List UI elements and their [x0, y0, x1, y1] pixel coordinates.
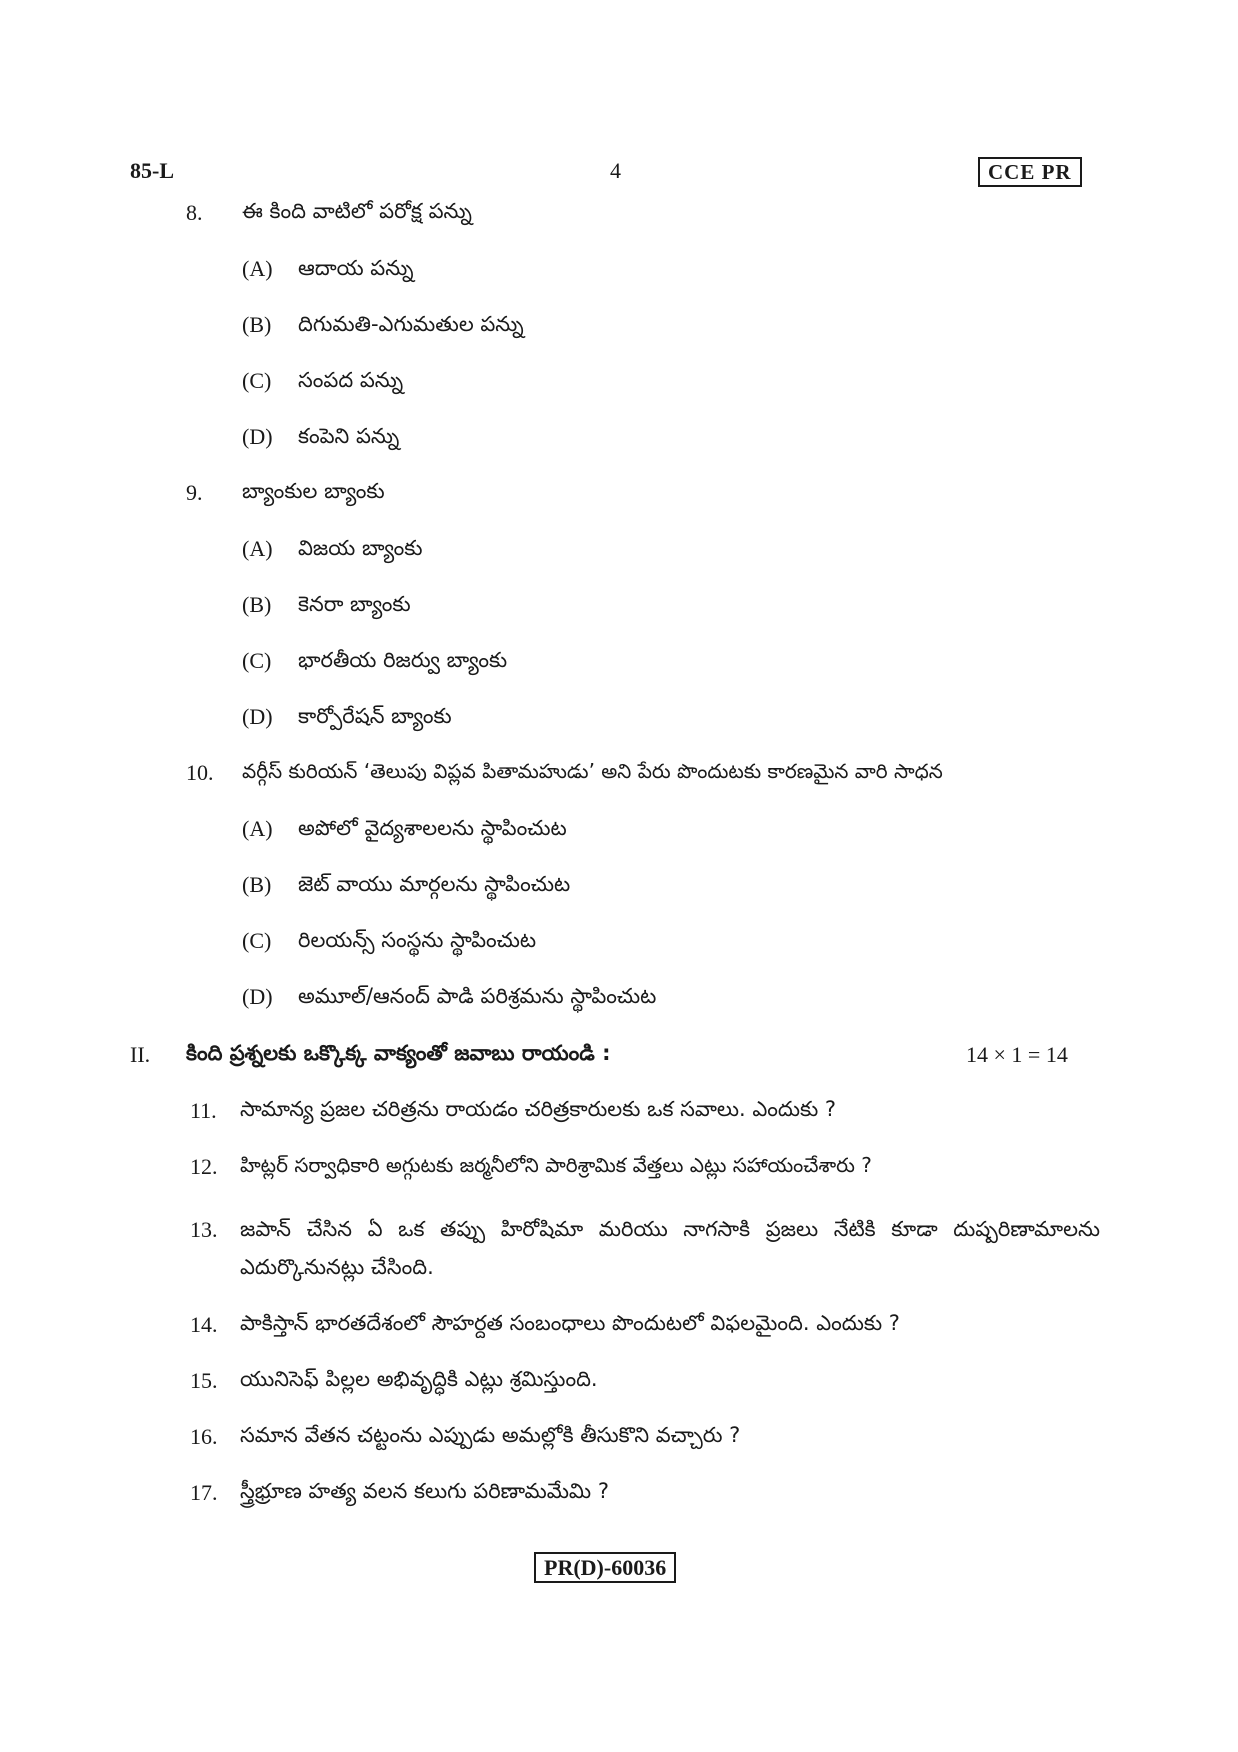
question-text: ఈ కింది వాటిలో పరోక్ష పన్ను: [242, 199, 472, 223]
option-label: (A): [242, 816, 273, 841]
option-text: కెనరా బ్యాంకు: [298, 592, 411, 616]
option-label: (B): [242, 312, 272, 337]
question-number: 17.: [190, 1480, 218, 1505]
question-number: 8.: [186, 200, 203, 225]
option-label: (C): [242, 928, 272, 953]
option-label: (D): [242, 424, 273, 449]
option-label: (C): [242, 368, 272, 393]
option-text: భారతీయ రిజర్వు బ్యాంకు: [298, 648, 508, 672]
paper-code: 85-L: [130, 158, 174, 183]
option-text: విజయ బ్యాంకు: [298, 536, 423, 560]
option-text: ఆదాయ పన్ను: [298, 256, 414, 280]
option-text: రిలయన్స్ సంస్థను స్థాపించుట: [298, 928, 537, 952]
question-number: 9.: [186, 480, 203, 505]
option-label: (C): [242, 648, 272, 673]
question-number: 11.: [190, 1098, 217, 1123]
question-text: జపాన్ చేసిన ఏ ఒక తప్పు హిరోషిమా మరియు నాగసాకి ప్రజలు నేటికి కూడా దుష్పరిణామాలను ఎదుర్కొనునట్లు చేసింది.: [240, 1217, 1100, 1279]
question-number: 16.: [190, 1424, 218, 1449]
footer-code: PR(D)-60036: [534, 1552, 676, 1583]
page-number: 4: [610, 158, 621, 183]
option-label: (A): [242, 256, 273, 281]
option-label: (A): [242, 536, 273, 561]
question-text: యునిసెఫ్ పిల్లల అభివృద్ధికి ఎట్లు శ్రమిస్తుంది.: [240, 1367, 598, 1391]
option-text: కంపెని పన్ను: [298, 424, 400, 448]
question-text: వర్గీస్ కురియన్ ‘తెలుపు విప్లవ పితామహుడు’ అని పేరు పొందుటకు కారణమైన వారి సాధన: [242, 759, 943, 783]
question-text: పాకిస్తాన్ భారతదేశంలో సౌహర్దత సంబంధాలు పొందుటలో విఫలమైంది. ఎందుకు ?: [240, 1311, 900, 1335]
option-label: (B): [242, 872, 272, 897]
question-text: హిట్లర్ సర్వాధికారి అగ్గుటకు జర్మనీలోని పారిశ్రామిక వేత్తలు ఎట్లు సహాయంచేశారు ?: [240, 1153, 872, 1177]
cce-pr-badge: CCE PR: [978, 157, 1082, 187]
section-heading: కింది ప్రశ్నలకు ఒక్కొక్క వాక్యంతో జవాబు రాయండి :: [186, 1041, 611, 1065]
option-label: (D): [242, 984, 273, 1009]
option-text: దిగుమతి-ఎగుమతుల పన్ను: [298, 312, 524, 336]
option-text: సంపద పన్ను: [298, 368, 404, 392]
option-text: జెట్ వాయు మార్గలను స్థాపించుట: [298, 872, 571, 896]
question-text: సమాన వేతన చట్టంను ఎప్పుడు అమల్లోకి తీసుకొని వచ్చారు ?: [240, 1423, 741, 1447]
section-marks: 14 × 1 = 14: [966, 1042, 1068, 1067]
section-roman-numeral: II.: [130, 1042, 151, 1067]
question-text: స్త్రీభ్రూణ హత్య వలన కలుగు పరిణామమేమి ?: [240, 1479, 609, 1503]
question-number: 13.: [190, 1217, 218, 1242]
question-text: సామాన్య ప్రజల చరిత్రను రాయడం చరిత్రకారులకు ఒక సవాలు. ఎందుకు ?: [240, 1097, 837, 1121]
option-label: (D): [242, 704, 273, 729]
option-text: కార్పోరేషన్ బ్యాంకు: [298, 704, 452, 728]
question-number: 14.: [190, 1312, 218, 1337]
question-number: 15.: [190, 1368, 218, 1393]
option-text: అపోలో వైద్యశాలలను స్థాపించుట: [298, 816, 567, 840]
option-label: (B): [242, 592, 272, 617]
question-number: 10.: [186, 760, 214, 785]
question-number: 12.: [190, 1154, 218, 1179]
question-text: బ్యాంకుల బ్యాంకు: [242, 479, 385, 503]
option-text: అమూల్/ఆనంద్ పాడి పరిశ్రమను స్థాపించుట: [298, 984, 657, 1008]
